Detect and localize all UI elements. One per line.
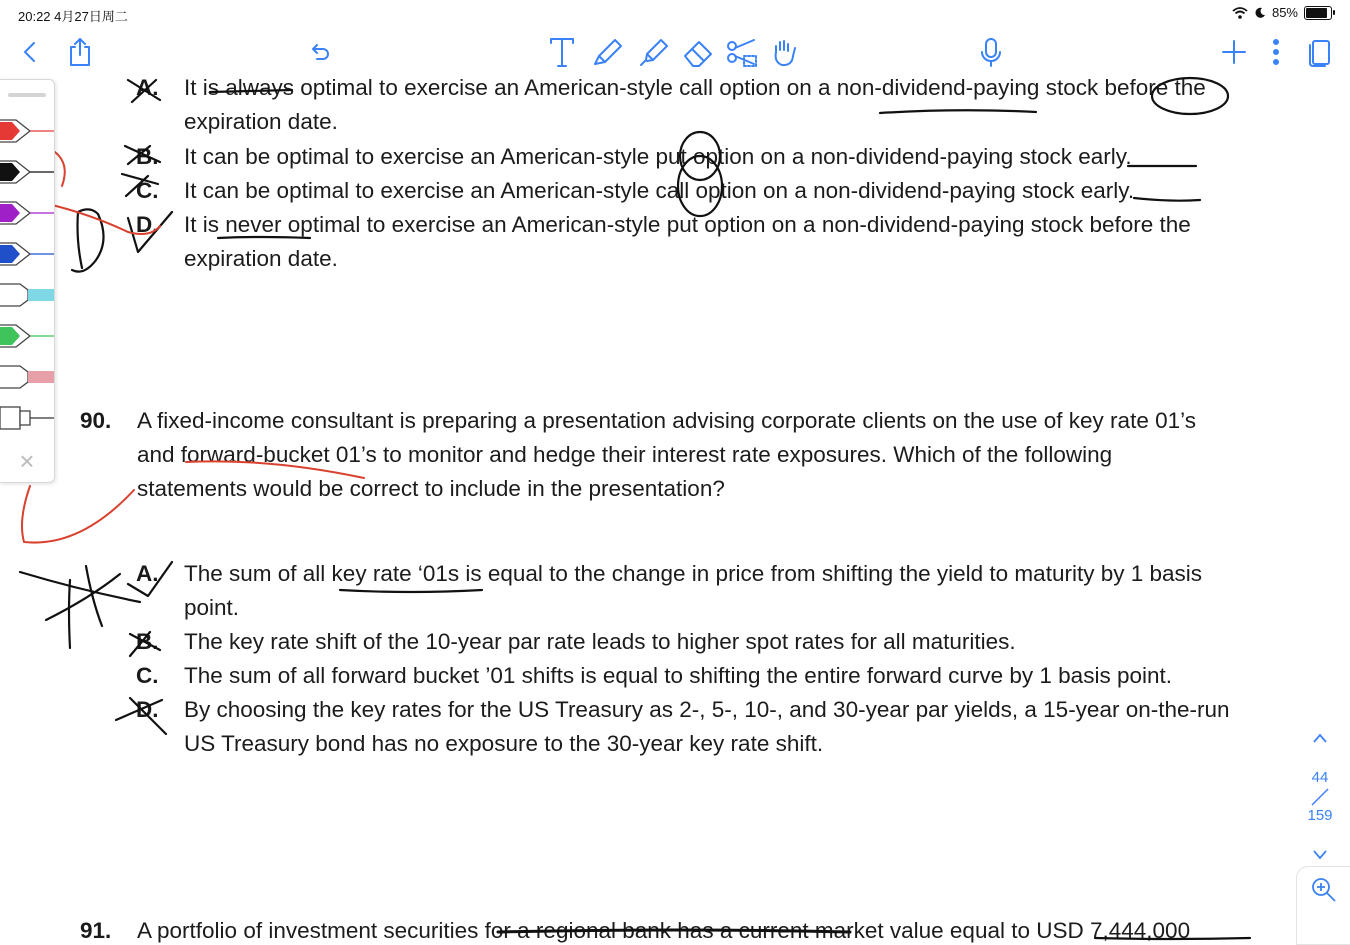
question-number: 90. <box>80 408 112 433</box>
q90-option-d-line1: By choosing the key rates for the US Treasury as 2-, 5-, 10-, and 30-year par yields, a 15-year on-the-run <box>184 697 1230 722</box>
q89-option-d-line2: expiration date. <box>184 246 338 271</box>
q89-option-c: It can be optimal to exercise an American-style call option on a non-dividend-paying stock early. <box>184 178 1135 203</box>
zoom-in-icon <box>1310 876 1338 904</box>
page-divider <box>1310 788 1330 806</box>
pen-red[interactable] <box>0 116 54 146</box>
total-pages: 159 <box>1307 807 1333 824</box>
palette-grip[interactable] <box>8 93 46 97</box>
chevron-down-icon[interactable] <box>1312 848 1328 860</box>
q90-option-b: The key rate shift of the 10-year par rate leads to higher spot rates for all maturities. <box>184 629 1016 654</box>
q90-option-a-line2: point. <box>184 595 240 620</box>
highlighter-pink[interactable] <box>0 362 54 392</box>
option-letter: C. <box>136 663 159 688</box>
option-letter: B. <box>136 144 159 169</box>
pen-green[interactable] <box>0 321 54 351</box>
option-letter: A. <box>136 561 159 586</box>
zoom-button[interactable] <box>1296 866 1350 945</box>
option-letter: D. <box>136 697 159 722</box>
q90-option-d-line2: US Treasury bond has no exposure to the 30-year key rate shift. <box>184 731 824 756</box>
option-letter: D. <box>136 212 159 237</box>
pen-black[interactable] <box>0 157 54 187</box>
status-time: 20:22 4月27日周二 <box>18 9 128 24</box>
q90-stem-line3: statements would be correct to include in the presentation? <box>137 476 725 501</box>
tape-tool[interactable] <box>0 403 54 433</box>
q90-stem-line1: A fixed-income consultant is preparing a presentation advising corporate clients on the use of key rate 01’s <box>137 408 1196 433</box>
q89-option-a-line2: expiration date. <box>184 109 338 134</box>
pen-purple[interactable] <box>0 198 54 228</box>
palette-close-icon[interactable]: × <box>19 446 35 476</box>
question-number: 91. <box>80 918 112 943</box>
q89-option-b: It can be optimal to exercise an American-style put option on a non-dividend-paying stock early. <box>184 144 1132 169</box>
q90-stem-line2: and forward-bucket 01’s to monitor and hedge their interest rate exposures. Which of the following <box>137 442 1113 467</box>
pen-palette <box>0 79 55 483</box>
q91-stem: A portfolio of investment securities for a regional bank has a current market value equal to USD 7,444,000 <box>137 918 1191 943</box>
option-letter: B. <box>136 629 159 654</box>
battery-percent: 85% <box>1271 5 1298 20</box>
option-letter: A. <box>136 75 159 100</box>
pen-blue[interactable] <box>0 239 54 269</box>
q90-option-a-line1: The sum of all key rate ‘01s is equal to the change in price from shifting the yield to maturity by 1 basis <box>184 561 1203 586</box>
highlighter-cyan[interactable] <box>0 280 54 310</box>
q89-option-d-line1: It is never optimal to exercise an American-style put option on a non-dividend-paying stock before the <box>184 212 1191 237</box>
option-letter: C. <box>136 178 159 203</box>
q90-option-c: The sum of all forward bucket ’01 shifts is equal to shifting the entire forward curve by 1 basis point. <box>184 663 1172 688</box>
current-page: 44 <box>1311 769 1329 786</box>
q89-option-a-line1: It is always optimal to exercise an American-style call option on a non-dividend-paying stock before the <box>184 75 1206 100</box>
chevron-up-icon[interactable] <box>1312 732 1328 744</box>
